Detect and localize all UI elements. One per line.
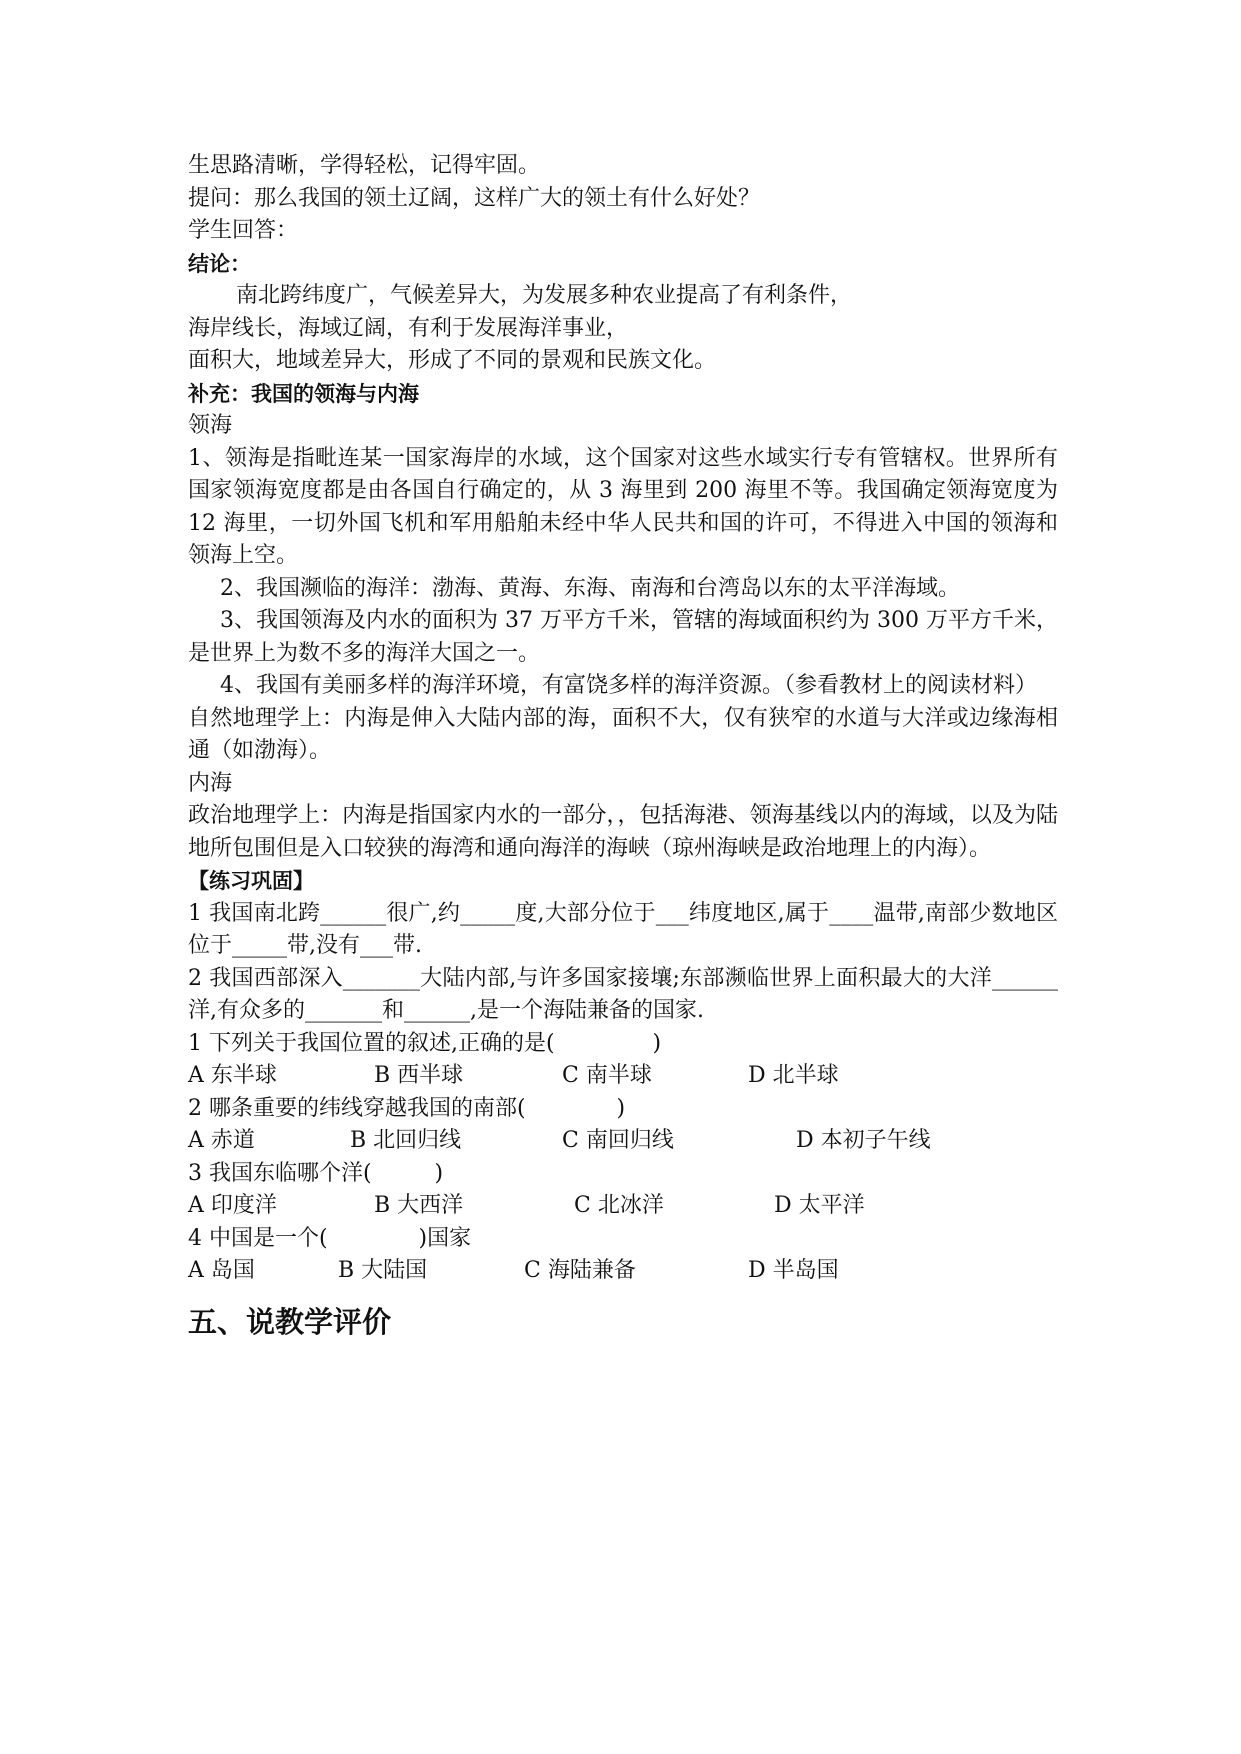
territorial-sea-point-4: [188, 670, 1058, 703]
supplement-heading: 补充：我国的领海与内海: [188, 381, 419, 406]
territorial-sea-point-3: [188, 605, 1058, 670]
student-answer-label: 学生回答：: [188, 218, 299, 243]
mc-question-4: 4 中国是一个( )国家: [188, 1225, 472, 1251]
intro-line-1: 生思路清晰，学得轻松，记得牢固。: [188, 153, 541, 178]
inland-sea-label: 内海: [188, 770, 233, 796]
conclusion-heading: 结论：: [188, 251, 251, 276]
inland-sea-political-definition: 政治地理学上：内海是指国家内水的一部分，，包括海港、领海基线以内的海域，以及为陆地所包围但是入口较狭的海湾和通向海洋的海峡（琼州海峡是政治地理上的内海）。: [188, 803, 1058, 861]
inland-sea-natural-definition: 自然地理学上：内海是伸入大陆内部的海，面积不大，仅有狭窄的水道与大洋或边缘海相通（如渤海）。: [188, 705, 1058, 763]
territorial-sea-point-2: 2、我国濒临的海洋：渤海、黄海、东海、南海和台湾岛以东的太平洋海域。: [220, 575, 960, 601]
mc-option-b: B 大西洋: [374, 1193, 464, 1218]
section-five-title: 五、说教学评价: [188, 1304, 392, 1339]
mc-options-3: [188, 1190, 1058, 1223]
fill-blank-question-2: 2 我国西部深入_______大陆内部,与许多国家接壤;东部濒临世界上面积最大的大洋______洋,有众多的_______和______,是一个海陆兼备的国家.: [188, 965, 1058, 1023]
mc-option-b: B 北回归线: [350, 1128, 462, 1153]
mc-option-d: D 北半球: [748, 1063, 839, 1088]
mc-option-b: B 大陆国: [338, 1258, 428, 1283]
mc-option-a: A 岛国: [188, 1258, 255, 1283]
mc-question-2: 2 哪条重要的纬线穿越我国的南部( ): [188, 1095, 626, 1121]
conclusion-point-3: 面积大，地域差异大，形成了不同的景观和民族文化。: [188, 348, 717, 373]
mc-option-c: C 海陆兼备: [524, 1258, 636, 1283]
document-body: [188, 150, 1058, 1342]
mc-option-c: C 北冰洋: [574, 1193, 664, 1218]
mc-options-2: [188, 1125, 1058, 1158]
mc-options-4: [188, 1255, 1058, 1288]
territorial-sea-label: 领海: [188, 413, 233, 438]
mc-option-c: C 南半球: [562, 1063, 652, 1088]
mc-option-d: D 半岛国: [748, 1258, 839, 1283]
mc-option-d: D 太平洋: [774, 1193, 865, 1218]
fill-blank-question-1: 1 我国南北跨______很广,约_____度,大部分位于___纬度地区,属于____温带,南部少数地区位于_____带,没有___带.: [188, 900, 1058, 958]
exercise-heading: 【练习巩固】: [188, 869, 314, 893]
conclusion-point-2: 海岸线长，海域辽阔，有利于发展海洋事业，: [188, 315, 629, 341]
territorial-sea-point-3-text: 3、我国领海及内水的面积为 37 万平方千米，管辖的海域面积约为 300 万平方千米，是世界上为数不多的海洋大国之一。: [188, 608, 1058, 666]
mc-option-a: A 赤道: [188, 1128, 255, 1153]
mc-option-a: A 印度洋: [188, 1193, 277, 1218]
conclusion-point-1: 南北跨纬度广，气候差异大，为发展多种农业提高了有利条件，: [236, 283, 853, 308]
mc-options-1: [188, 1060, 1058, 1093]
mc-option-a: A 东半球: [188, 1063, 277, 1088]
mc-option-d: D 本初子午线: [796, 1128, 931, 1153]
mc-option-c: C 南回归线: [562, 1128, 674, 1153]
mc-question-3: 3 我国东临哪个洋( ): [188, 1160, 444, 1186]
territorial-sea-point-1: 1、领海是指毗连某一国家海岸的水域，这个国家对这些水域实行专有管辖权。世界所有国家领海宽度都是由各国自行确定的，从 3 海里到 200 海里不等。我国确定领海宽度为 12 海里，一切外国飞机和军用船舶未经中华人民共和国的许可，不得进入中国的领海和领海上空。: [188, 445, 1058, 568]
question-prompt: 提问：那么我国的领土辽阔，这样广大的领土有什么好处？: [188, 185, 761, 211]
mc-option-b: B 西半球: [374, 1063, 464, 1088]
mc-question-1: 1 下列关于我国位置的叙述,正确的是( ): [188, 1030, 662, 1056]
territorial-sea-point-4-text: 4、我国有美丽多样的海洋环境，有富饶多样的海洋资源。（参看教材上的阅读材料）: [220, 673, 1037, 698]
